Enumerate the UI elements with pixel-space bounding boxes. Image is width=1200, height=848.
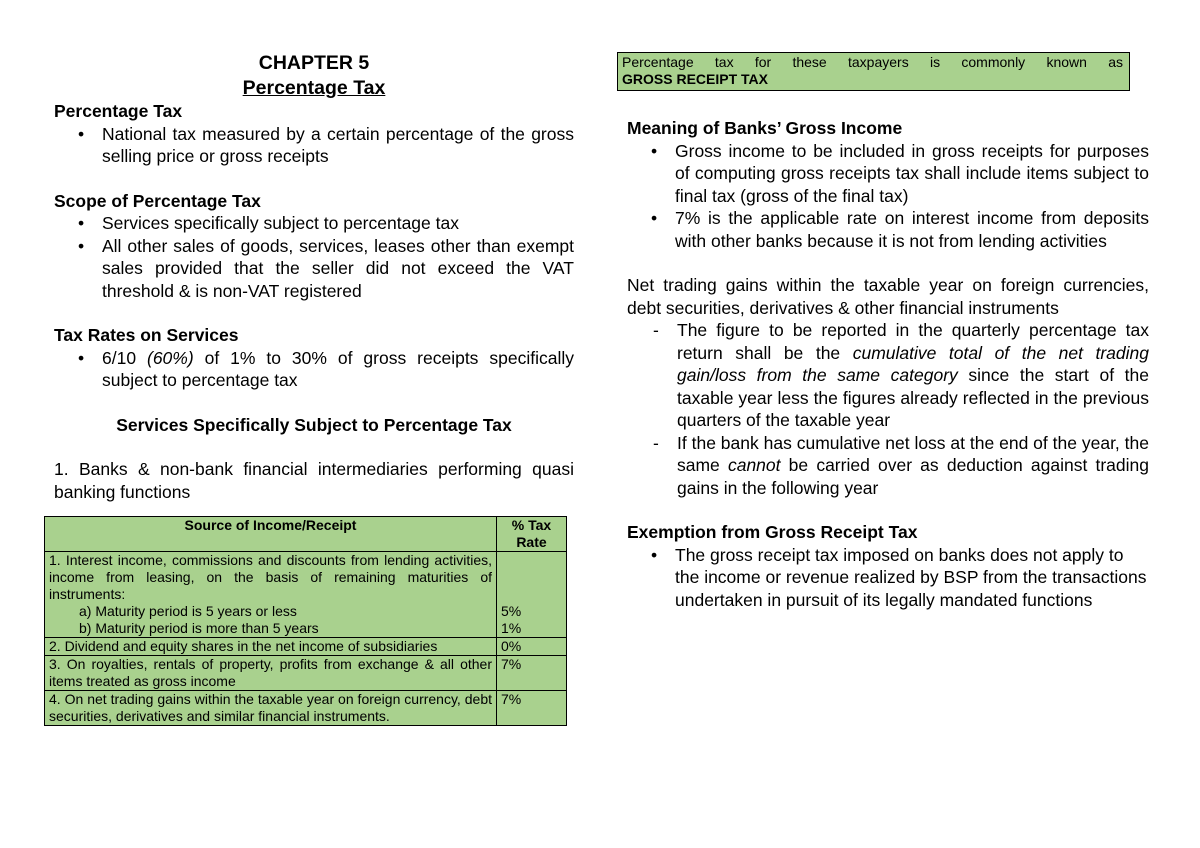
percentage-tax-list (54, 123, 574, 168)
exemption-list (627, 544, 1149, 612)
heading-scope: Scope of Percentage Tax (54, 190, 261, 211)
row1-b-rate: 1% (501, 620, 522, 636)
list-item (627, 432, 1149, 500)
row3-text: 3. On royalties, rentals of property, profits from exchange & all other items treated as gross income (45, 656, 497, 691)
row1-a: a) Maturity period is 5 years or less (79, 603, 297, 619)
chapter-title: CHAPTER 5 (258, 52, 370, 74)
right-column (622, 52, 1149, 611)
row1-text: 1. Interest income, commissions and discounts from lending activities, income from leasing, on the basis of remaining maturities of instruments: (49, 552, 492, 602)
list-item: • The gross receipt tax imposed on banks does not apply to the income or revenue realized by BSP from the transactions undertaken in pursuit of its legally mandated functions (627, 544, 1149, 612)
dash2-text-c: be carried over as deduction against trading gains in the following year (677, 455, 1149, 498)
list-item: • National tax measured by a certain percentage of the gross selling price or gross receipts (54, 123, 574, 168)
table-row (45, 552, 567, 638)
table-header-source: Source of Income/Receipt (45, 517, 497, 552)
row4-text: 4. On net trading gains within the taxable year on foreign currency, debt securities, derivatives and similar financial instruments. (45, 691, 497, 726)
heading-tax-rates: Tax Rates on Services (54, 325, 239, 345)
row1-a-rate: 5% (501, 603, 522, 619)
table-row (45, 638, 567, 656)
heading-banks-gross-income: Meaning of Banks’ Gross Income (627, 118, 903, 138)
list-item: • Gross income to be included in gross receipts for purposes of computing gross receipts tax shall include items subject to final tax (gross of the final tax) (627, 140, 1149, 208)
list-item: • Services specifically subject to percentage tax (54, 212, 574, 235)
table-header-rate: % Tax Rate (497, 517, 567, 552)
scope-list (54, 212, 574, 302)
list-item (54, 347, 574, 392)
heading-services-subject: Services Specifically Subject to Percentage Tax (116, 414, 512, 435)
row3-rate: 7% (497, 656, 567, 691)
net-trading-paragraph: Net trading gains within the taxable year on foreign currencies, debt securities, derivatives & other financial instruments (627, 275, 1149, 318)
rate-text-c: of 1% to 30% of gross receipts specifically subject to percentage tax (102, 347, 574, 390)
banks-gross-income-list (627, 140, 1149, 253)
left-column (54, 50, 574, 503)
rate-text-a: 6/10 (102, 347, 147, 368)
row1-b: b) Maturity period is more than 5 years (79, 620, 319, 636)
dash1-text-c: since the start of the taxable year less the figures already reflected in the previous quarters of the taxable year (677, 365, 1149, 430)
dash1-text-b: cumulative total of the net trading gain/loss from the same category (677, 342, 1149, 385)
callout-text: Percentage tax for these taxpayers is commonly known as (622, 54, 1123, 70)
chapter-subtitle: Percentage Tax (242, 77, 386, 99)
gross-receipt-callout (617, 52, 1130, 91)
table-row (45, 691, 567, 726)
list-item: • 7% is the applicable rate on interest income from deposits with other banks because it is not from lending activities (627, 207, 1149, 252)
net-trading-list (627, 319, 1149, 499)
list-item (627, 319, 1149, 432)
tax-rate-table (44, 516, 567, 726)
tax-rates-list (54, 347, 574, 392)
rate-text-b: (60%) (147, 347, 194, 368)
table-header-row (45, 517, 567, 552)
banks-item: 1. Banks & non-bank financial intermediaries performing quasi banking functions (54, 459, 574, 502)
dash2-text-b: cannot (727, 455, 781, 475)
row4-rate: 7% (497, 691, 567, 726)
list-item: • All other sales of goods, services, leases other than exempt sales provided that the seller did not exceed the VAT threshold & is non-VAT registered (54, 235, 574, 303)
row2-text: 2. Dividend and equity shares in the net income of subsidiaries (45, 638, 497, 656)
table-row (45, 656, 567, 691)
callout-bold: GROSS RECEIPT TAX (622, 71, 768, 87)
dash1-text-a: The figure to be reported in the quarterly percentage tax return shall be the (677, 320, 1149, 363)
row2-rate: 0% (497, 638, 567, 656)
heading-percentage-tax: Percentage Tax (54, 101, 183, 121)
heading-exemption: Exemption from Gross Receipt Tax (627, 522, 918, 542)
dash2-text-a: If the bank has cumulative net loss at the end of the year, the same (677, 432, 1149, 475)
